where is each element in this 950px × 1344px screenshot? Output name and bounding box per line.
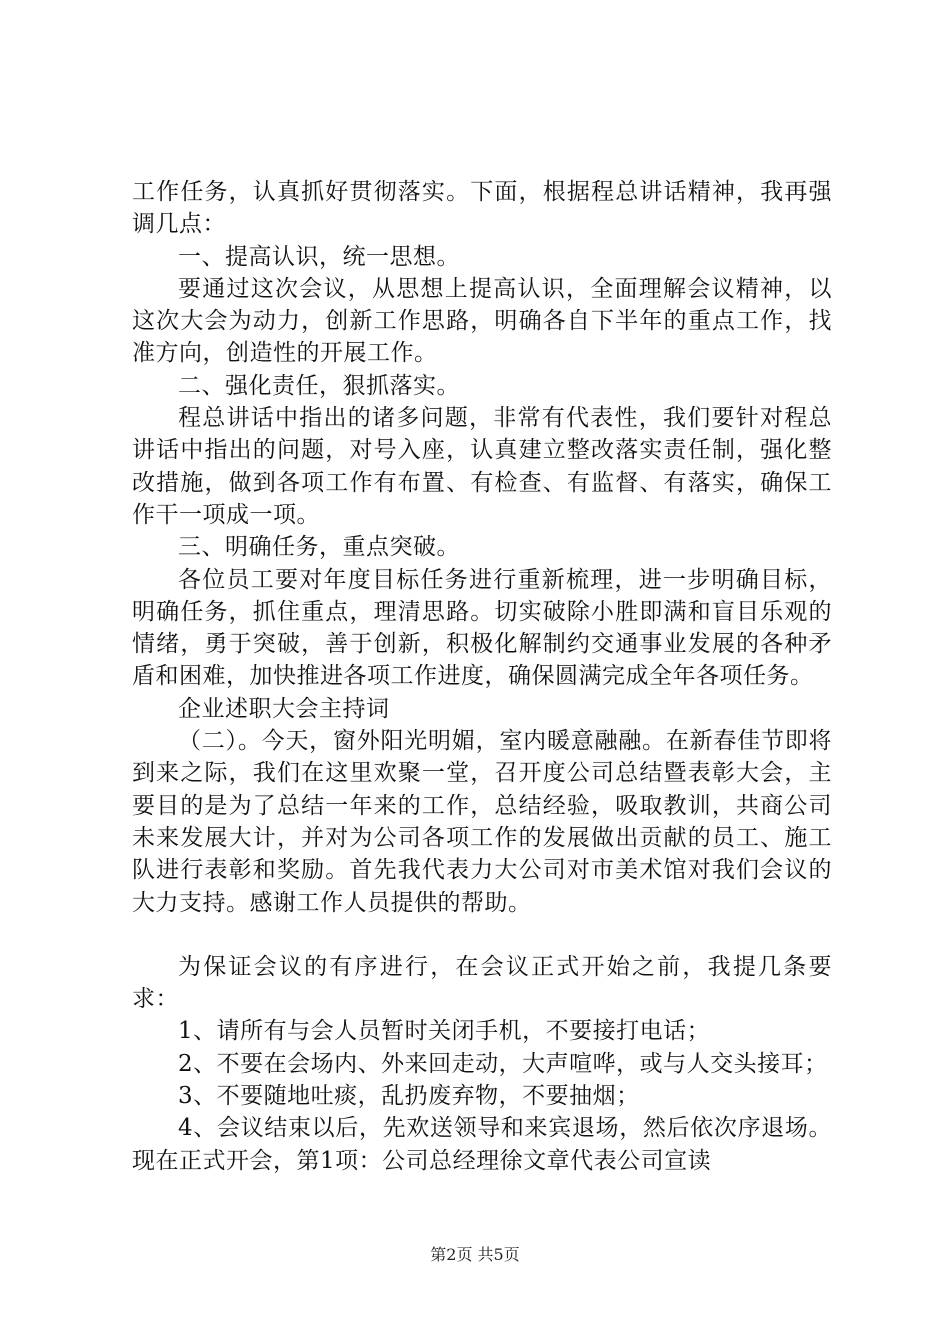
list-item: 1、请所有与会人员暂时关闭手机，不要接打电话； [178,1018,711,1045]
paragraph: 为保证会议的有序进行，在会议正式开始之前，我提几条要求： [132,953,832,1013]
page-number-footer: 第2页 共5页 [430,1245,520,1264]
paragraph: 各位员工要对年度目标任务进行重新梳理，进一步明确目标，明确任务，抓住重点，理清思路。切实破除小胜即满和盲目乐观的情绪，勇于突破，善于创新，积极化解制约交通事业发展的各种矛盾和困难，加快推进各项工作进度，确保圆满完成全年各项任务。 [132,566,832,690]
list-item: 3、不要随地吐痰，乱扔废弃物，不要抽烟； [178,1083,640,1110]
paragraph: 要通过这次会议，从思想上提高认识，全面理解会议精神，以这次大会为动力，创新工作思路，明确各自下半年的重点工作，找准方向，创造性的开展工作。 [132,275,832,367]
paragraph: 程总讲话中指出的诸多问题，非常有代表性，我们要针对程总讲话中指出的问题，对号入座，认真建立整改落实责任制，强化整改措施，做到各项工作有布置、有检查、有监督、有落实，确保工作干一项成一项。 [132,405,832,528]
list-item: 4、会议结束以后，先欢送领导和来宾退场，然后依次序退场。现在正式开会，第1项：公司总经理徐文章代表公司宣读 [132,1115,832,1174]
document-body [132,176,832,1177]
section-heading: 二、强化责任，狠抓落实。 [178,372,460,399]
section-heading: 一、提高认识，统一思想。 [178,243,460,270]
paragraph-spacer [132,919,832,951]
paragraph: 工作任务，认真抓好贯彻落实。下面，根据程总讲话精神，我再强调几点： [132,179,832,238]
list-item: 2、不要在会场内、外来回走动，大声喧哗，或与人交头接耳； [178,1050,828,1077]
paragraph: （二）。今天，窗外阳光明媚，室内暖意融融。在新春佳节即将到来之际，我们在这里欢聚一堂，召开度公司总结暨表彰大会，主要目的是为了总结一年来的工作，总结经验，吸取教训，共商公司未来发展大计，并对为公司各项工作的发展做出贡献的员工、施工队进行表彰和奖励。首先我代表力大公司对市美术馆对我们会议的大力支持。感谢工作人员提供的帮助。 [132,728,832,916]
document-subtitle: 企业述职大会主持词 [178,695,390,722]
section-heading: 三、明确任务，重点突破。 [178,534,460,561]
